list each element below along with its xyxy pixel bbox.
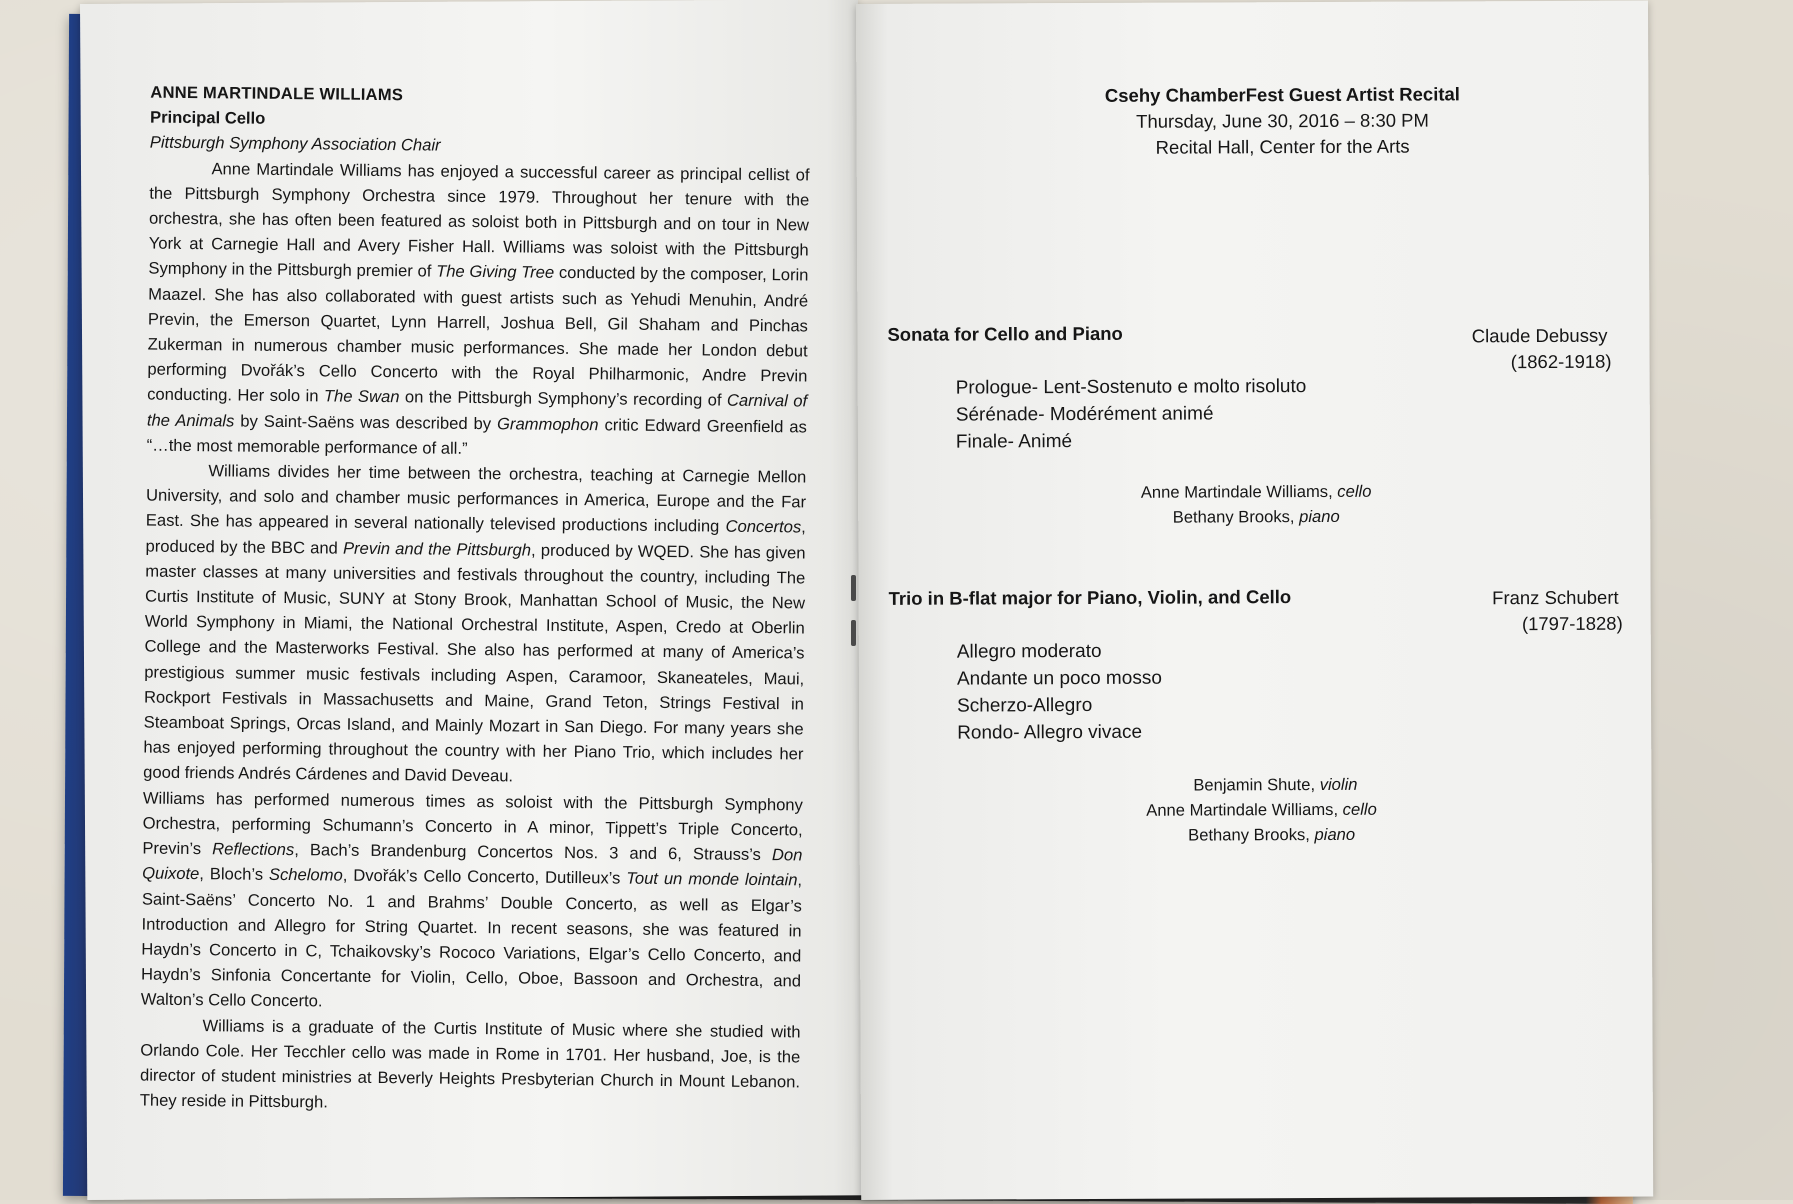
piece-2-movement-2: Andante un poco mosso — [956, 667, 1162, 690]
piece-1-movement-2: Sérénade- Modérément animé — [955, 403, 1214, 426]
recital-title: Csehy ChamberFest Guest Artist Recital — [1104, 83, 1460, 106]
recital-program — [856, 1, 1653, 1200]
bio-paragraph-1: Anne Martindale Williams has enjoyed a successful career as principal cellist of the Pittsburgh Symphony Orchestra since 1979. Throughout her tenure with the orchestra, she has often been featured as soloist both in Pittsburgh and on tour in New York at Carnegie Hall and Avery Fisher Hall. Williams was soloist with the Pittsburgh Symphony in the Pittsburgh premier of The Giving Tree conducted by the composer, Lorin Maazel. She has also collaborated with guest artists such as Yehudi Menuhin, André Previn, the Emerson Quartet, Lynn Harrell, Joshua Bell, Gil Shaham and Pinchas Zukerman in numerous chamber music performances. She made her London debut performing Dvořák’s Cello Concerto with the Royal Philharmonic, Andre Previn conducting. Her solo in The Swan on the Pittsburgh Symphony’s recording of Carnival of the Animals by Saint-Saëns was described by Grammophon critic Edward Greenfield as “…the most memorable performance of all.” — [146, 158, 810, 458]
piece-1-title: Sonata for Cello and Piano — [887, 322, 1123, 345]
staple-bottom — [851, 620, 856, 646]
bio-paragraph-4: Williams is a graduate of the Curtis Institute of Music where she studied with Orlando Cole. Her Tecchler cello was made in Rome in 1701. Her husband, Joe, is the director of student ministries at Beverly Heights Presbyterian Church in Mount Lebanon. They reside in Pittsburgh. — [139, 1015, 801, 1112]
artist-bio — [140, 80, 811, 1120]
artist-chair: Pittsburgh Symphony Association Chair — [149, 132, 441, 156]
piece-2-movement-1: Allegro moderato — [956, 640, 1102, 663]
piece-2-performer-3: Bethany Brooks, piano — [1188, 824, 1356, 845]
bio-paragraph-3: Williams has performed numerous times as soloist with the Pittsburgh Symphony Orchestra, performing Schumann’s Concerto in A minor, Tippett’s Triple Concerto, Previn’s Reflections, Bach’s Brandenburg Concertos Nos. 3 and 6, Strauss’s Don Quixote, Bloch’s Schelomo, Dvořák’s Cello Concerto, Dutilleux’s Tout un monde lointain, Saint-Saëns’ Concerto No. 1 and Brahms’ Double Concerto, as well as Elgar’s Introduction and Allegro for String Quartet. In recent seasons, she was featured in Haydn’s Concerto in C, Tchaikovsky’s Rococo Variations, Elgar’s Cello Concerto, and Haydn’s Sinfonia Concertante for Violin, Cello, Oboe, Bassoon and Orchestra, and Walton’s Cello Concerto. — [140, 788, 804, 1011]
bio-paragraph-2: Williams divides her time between the orchestra, teaching at Carnegie Mellon University, and solo and chamber music performances in America, Europe and the Far East. She has appeared in several nationally televised productions including Concertos, produced by the BBC and Previn and the Pittsburgh, produced by WQED. She has given master classes at many universities and festivals throughout the country, including The Curtis Institute of Music, SUNY at Stony Brook, Manhattan School of Music, the New World Symphony in Miami, the National Orchestral Institute, Aspen, Credo at Oberlin College and the Masterworks Festival. She also has performed at many of America’s prestigious summer music festivals including Aspen, Caramoor, Skaneateles, Maui, Rockport Festivals in Massachusetts and Maine, Grand Teton, Strings Festival in Steamboat Springs, Orcas Island, and Mainly Mozart in San Diego. For many years she has enjoyed performing throughout the country with her Piano Trio, which includes her good friends Andrés Cárdenes and David Deveau. — [143, 461, 807, 786]
artist-name: ANNE MARTINDALE WILLIAMS — [150, 82, 404, 105]
piece-1-movement-1: Prologue- Lent-Sostenuto e molto risoluto — [955, 376, 1307, 399]
piece-2-movement-4: Rondo- Allegro vivace — [957, 721, 1143, 744]
piece-2-movement-3: Scherzo-Allegro — [957, 694, 1093, 717]
piece-1-movement-3: Finale- Animé — [955, 431, 1073, 453]
recital-date: Thursday, June 30, 2016 – 8:30 PM — [1136, 109, 1429, 132]
staple-top — [851, 575, 856, 601]
recital-venue: Recital Hall, Center for the Arts — [1155, 135, 1410, 158]
artist-position: Principal Cello — [149, 107, 266, 128]
piece-1-composer: Claude Debussy — [1471, 324, 1608, 347]
right-page — [856, 1, 1653, 1200]
piece-1-performer-2: Bethany Brooks, piano — [1172, 506, 1340, 527]
piece-2-performer-1: Benjamin Shute, violin — [1193, 774, 1358, 795]
piece-2-composer-dates: (1797-1828) — [1521, 612, 1623, 635]
piece-2-composer: Franz Schubert — [1492, 586, 1619, 609]
piece-2-title: Trio in B-flat major for Piano, Violin, and Cello — [888, 586, 1292, 609]
piece-1-composer-dates: (1862-1918) — [1510, 350, 1612, 373]
piece-2-performer-2: Anne Martindale Williams, cello — [1146, 799, 1377, 820]
left-page — [80, 0, 865, 1200]
piece-1-performer-1: Anne Martindale Williams, cello — [1140, 481, 1372, 502]
